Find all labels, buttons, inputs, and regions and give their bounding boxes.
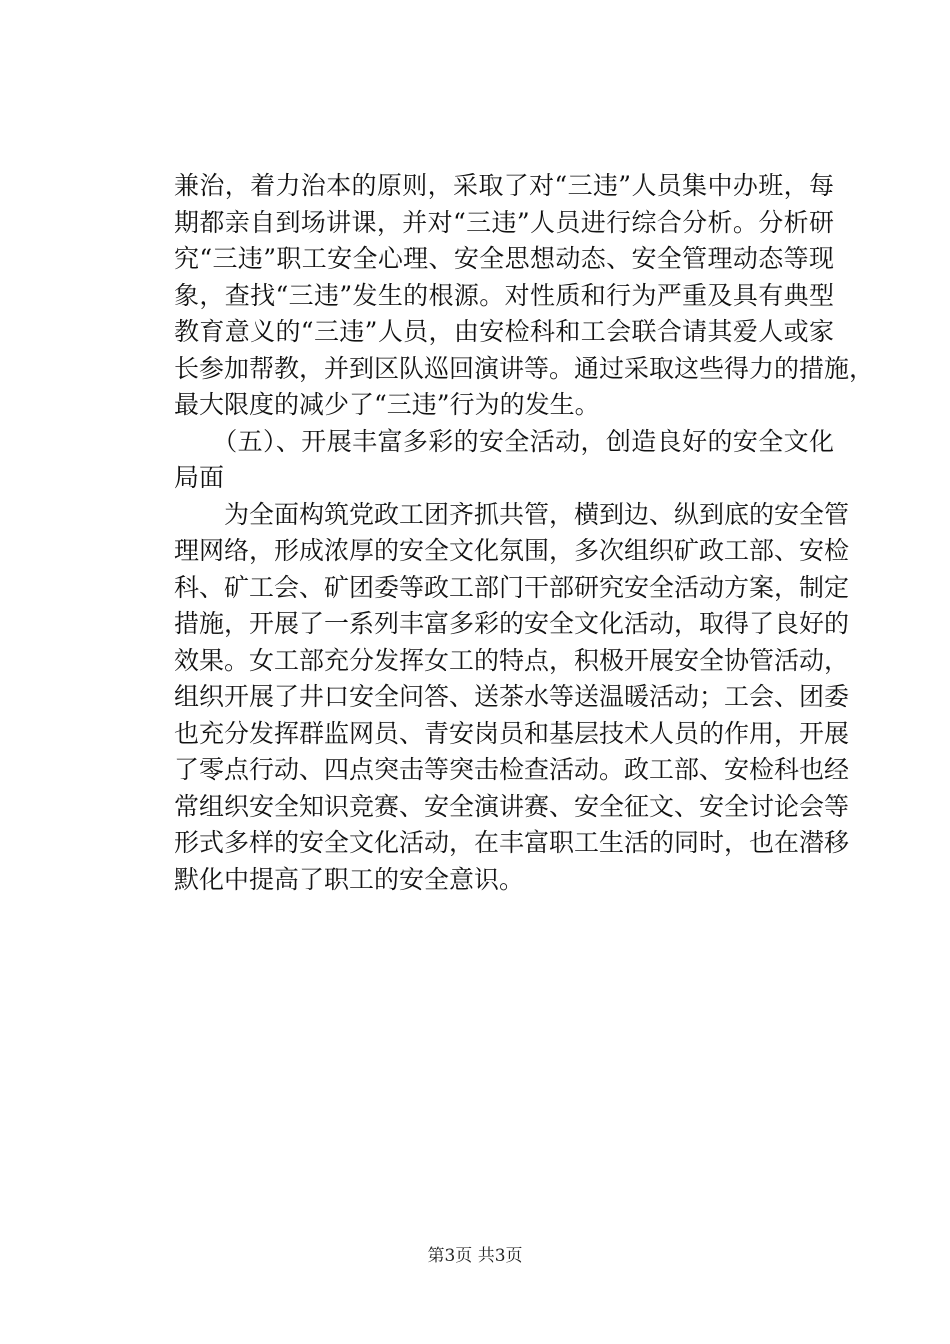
body-line: 教育意义的“三违”人员，由安检科和工会联合请其爱人或家 bbox=[174, 317, 834, 346]
body-line: 也充分发挥群监网员、青安岗员和基层技术人员的作用，开展 bbox=[174, 718, 850, 748]
body-line: 组织开展了井口安全问答、送茶水等送温暖活动；工会、团委 bbox=[174, 682, 850, 711]
body-line: 措施，开展了一系列丰富多彩的安全文化活动，取得了良好的 bbox=[174, 609, 850, 638]
body-line: 究“三违”职工安全心理、安全思想动态、安全管理动态等现 bbox=[174, 244, 834, 273]
body-line: 象，查找“三违”发生的根源。对性质和行为严重及具有典型 bbox=[174, 280, 834, 310]
body-line: 科、矿工会、矿团委等政工部门干部研究安全活动方案，制定 bbox=[174, 572, 850, 602]
section-heading-line: 局面 bbox=[174, 463, 225, 492]
body-line: 长参加帮教，并到区队巡回演讲等。通过采取这些得力的措施， bbox=[174, 353, 875, 383]
document-body bbox=[174, 168, 875, 898]
body-line: 默化中提高了职工的安全意识。 bbox=[174, 864, 525, 894]
body-line: 最大限度的减少了“三违”行为的发生。 bbox=[174, 390, 600, 419]
body-line: 兼治，着力治本的原则，采取了对“三违”人员集中办班，每 bbox=[174, 171, 834, 200]
page-number-footer: 第3页 共3页 bbox=[427, 1246, 523, 1266]
body-line: 了零点行动、四点突击等突击检查活动。政工部、安检科也经 bbox=[174, 755, 850, 784]
body-line: 期都亲自到场讲课，并对“三违”人员进行综合分析。分析研 bbox=[174, 207, 834, 237]
body-line: 常组织安全知识竞赛、安全演讲赛、安全征文、安全讨论会等 bbox=[174, 791, 850, 821]
body-line: 效果。女工部充分发挥女工的特点，积极开展安全协管活动， bbox=[174, 645, 850, 675]
section-heading-line: （五）、开展丰富多彩的安全活动，创造良好的安全文化 bbox=[174, 426, 834, 456]
body-line: 形式多样的安全文化活动，在丰富职工生活的同时，也在潜移 bbox=[174, 828, 850, 857]
body-line: 理网络，形成浓厚的安全文化氛围，多次组织矿政工部、安检 bbox=[174, 536, 850, 565]
body-line: 为全面构筑党政工团齐抓共管，横到边、纵到底的安全管 bbox=[174, 499, 850, 529]
